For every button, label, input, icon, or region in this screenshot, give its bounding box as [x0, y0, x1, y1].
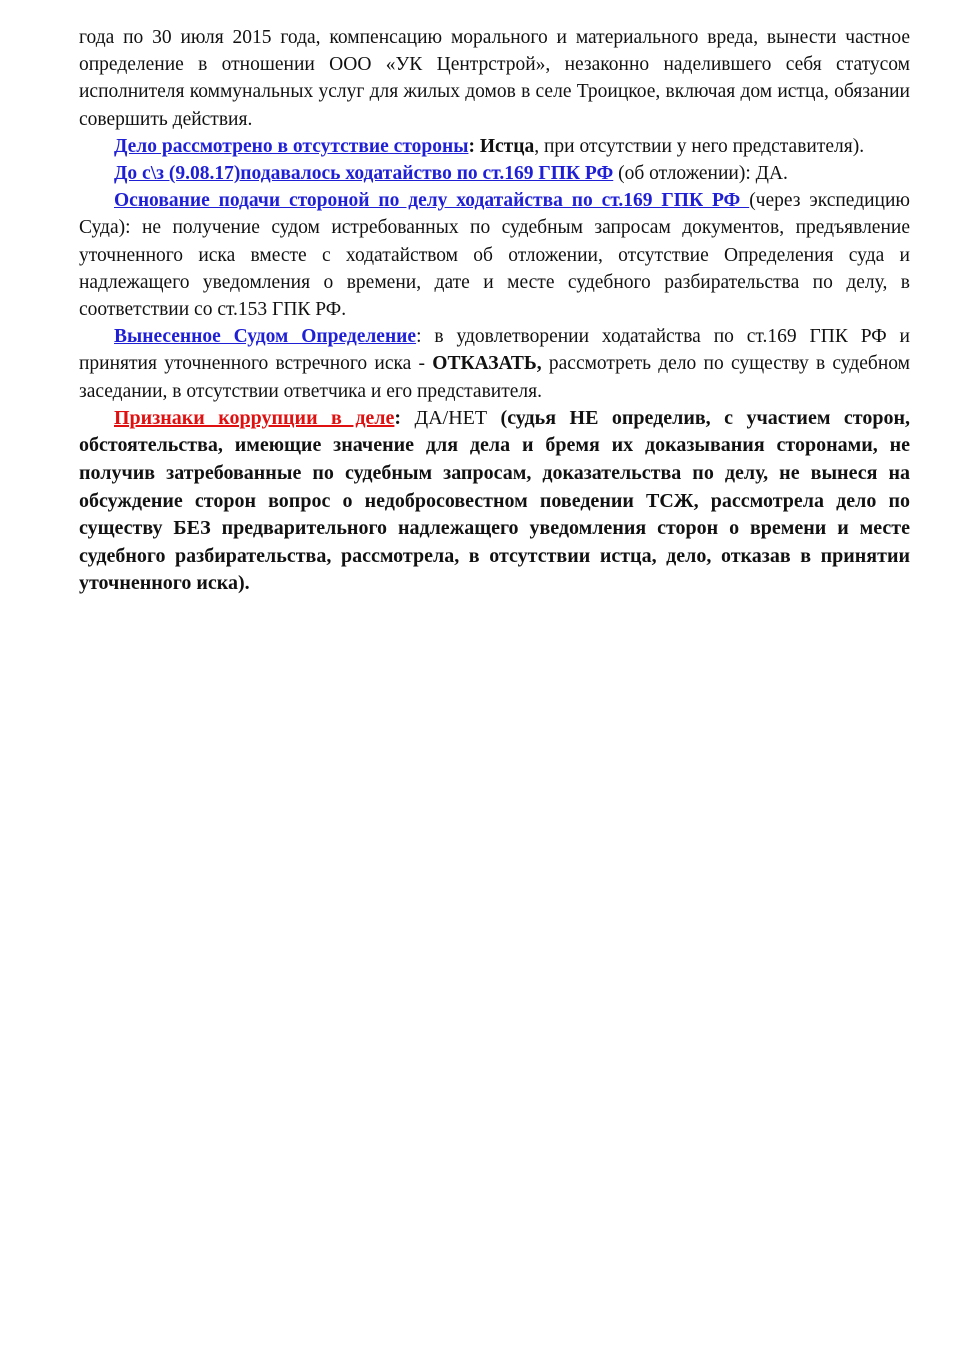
- motion-filed-heading: До с\з (9.08.17)подавалось ходатайство по ст.169 ГПК РФ: [114, 163, 614, 185]
- paragraph-motion-filed: [79, 160, 910, 187]
- paragraph-court-ruling: [79, 323, 910, 405]
- motion-grounds-rest: (через экспедицию Суда): не получение судом истребованных по судебным запросам документов, предъявление уточненного иска вместе с ходатайством об отложении, отсутствие Определения суда и надлежащего уведомления о времени, дате и месте судебного разбирательства по делу, в соответствии со ст.153 ГПК РФ.: [79, 190, 910, 321]
- court-ruling-text-2: рассмотреть дело по существу в судебном заседании, в отсутствии ответчика и его представителя.: [79, 353, 910, 402]
- corruption-heading: Признаки коррупции в деле: [114, 406, 395, 429]
- absent-party: Истца: [479, 135, 535, 157]
- paragraph-corruption-signs: [79, 405, 910, 598]
- paragraph-absence: [79, 133, 910, 160]
- document-page: [79, 24, 910, 598]
- claims-text: года по 30 июля 2015 года, компенсацию морального и материального вреда, вынести частное определение в отношении ООО «УК Центрстрой», незаконно наделившего себя статусом исполнителя коммунальных услуг для жилых домов в селе Троицкое, включая дом истца, обязании совершить действия.: [79, 27, 910, 130]
- refused-word: ОТКАЗАТЬ,: [432, 353, 542, 375]
- court-ruling-text-1: : в удовлетворении ходатайства по ст.169 ГПК РФ и принятия уточненного встречного иска -: [79, 326, 910, 375]
- corruption-colon: :: [394, 406, 402, 429]
- motion-grounds-heading: Основание подачи стороной по делу ходатайства по ст.169 ГПК РФ: [114, 190, 750, 212]
- court-ruling-heading: Вынесенное Судом Определение: [114, 326, 417, 348]
- absence-heading: Дело рассмотрено в отсутствие стороны: [114, 135, 469, 157]
- absence-colon: :: [468, 135, 475, 157]
- corruption-details: (судья НЕ определив, с участием сторон, обстоятельства, имеющие значение для дела и бремя их доказывания сторонами, не получив затребованные по судебным запросам, доказательства по делу, не вынеся на обсуждение сторон вопрос о недобросовестном поведении ТСЖ, рассмотрела дело по существу БЕЗ предварительного надлежащего уведомления сторон о времени и месте судебного разбирательства, рассмотрела, в отсутствии истца, дело, отказав в принятии уточненного иска).: [79, 406, 911, 595]
- paragraph-motion-grounds: [79, 187, 910, 323]
- paragraph-claims: [79, 24, 910, 133]
- absence-rest: , при отсутствии у него представителя).: [534, 135, 865, 157]
- motion-filed-rest: (об отложении): ДА.: [613, 163, 788, 185]
- corruption-answer: ДА/НЕТ: [401, 406, 501, 429]
